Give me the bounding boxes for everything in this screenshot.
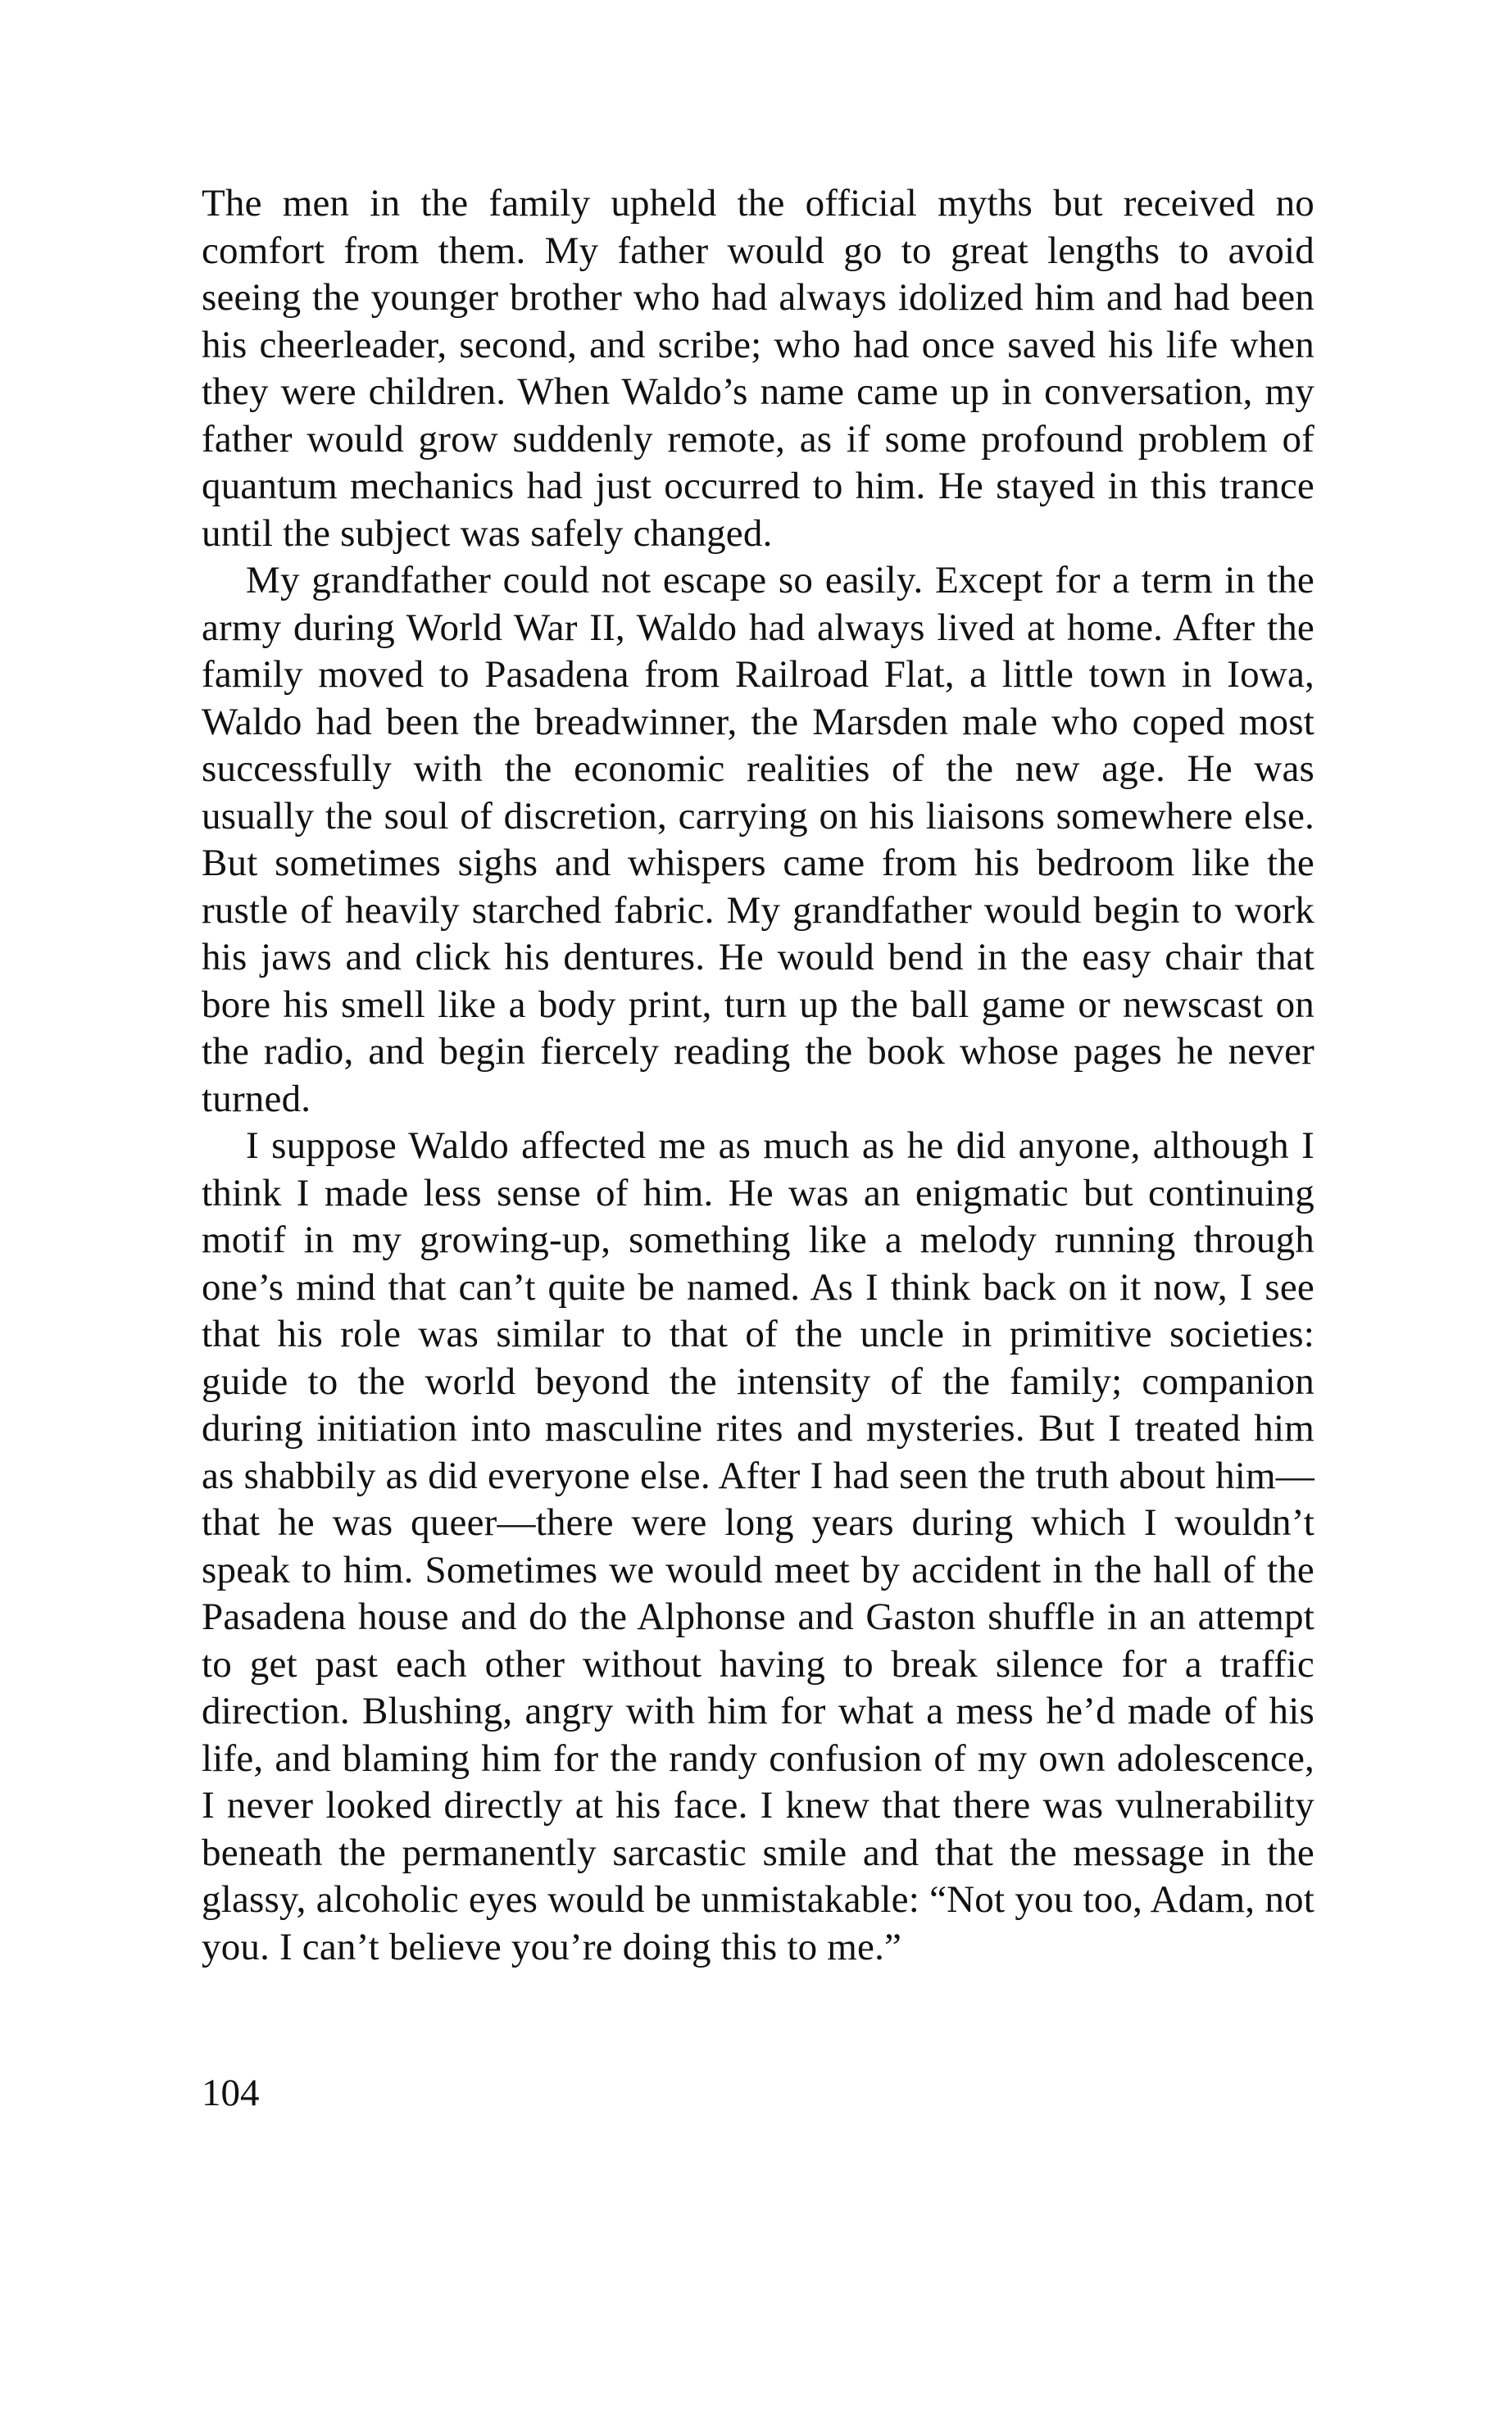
paragraph-1: The men in the family upheld the official myths but received no comfort from them. My father would go to great lengths to avoid seeing the younger brother who had always idolized him and had been his cheerleader, second, and scribe; who had once saved his life when they were children. When Waldo’s name came up in conversation, my father would grow suddenly remote, as if some profound problem of quantum mechanics had just occurred to him. He stayed in this trance until the subject was safely changed. bbox=[202, 182, 1314, 555]
body-text bbox=[202, 180, 1314, 1971]
paragraph-3: I suppose Waldo affected me as much as he did anyone, although I think I made less sense of him. He was an enigmatic but continuing motif in my growing-up, something like a melody running through one’s mind that can’t quite be named. As I think back on it now, I see that his role was similar to that of the uncle in primitive societies: guide to the world beyond the intensity of the family; companion during initiation into masculine rites and mysteries. But I treated him as shabbily as did everyone else. After I had seen the truth about him—that he was queer—there were long years during which I wouldn’t speak to him. Sometimes we would meet by accident in the hall of the Pasadena house and do the Alphonse and Gaston shuffle in an attempt to get past each other without having to break silence for a traffic direction. Blushing, angry with him for what a mess he’d made of his life, and blaming him for the randy confusion of my own adolescence, I never looked directly at his face. I knew that there was vulnerability beneath the permanently sarcastic smile and that the message in the glassy, alcoholic eyes would be unmistakable: “Not you too, Adam, not you. I can’t believe you’re doing this to me.” bbox=[202, 1124, 1314, 1968]
paragraph-2: My grandfather could not escape so easily. Except for a term in the army during World War II, Waldo had always lived at home. After the family moved to Pasadena from Railroad Flat, a little town in Iowa, Waldo had been the breadwinner, the Marsden male who coped most successfully with the economic realities of the new age. He was usually the soul of discretion, carrying on his liaisons somewhere else. But sometimes sighs and whispers came from his bedroom like the rustle of heavily starched fabric. My grandfather would begin to work his jaws and click his dentures. He would bend in the easy chair that bore his smell like a body print, turn up the ball game or newscast on the radio, and begin fiercely reading the book whose pages he never turned. bbox=[202, 559, 1314, 1120]
page-number: 104 bbox=[202, 2072, 260, 2114]
